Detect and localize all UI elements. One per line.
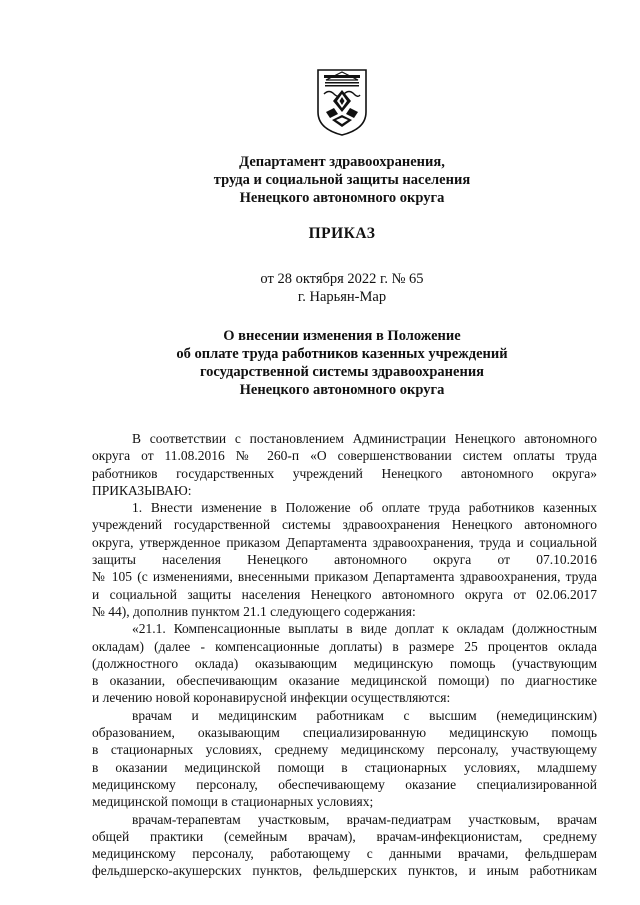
- body-line: в стационарных условиях, среднему медицинскому персоналу, участвующему: [92, 742, 597, 758]
- document-title: [0, 327, 640, 399]
- department-name: [0, 153, 640, 207]
- body-line: окладам) (далее - компенсационные доплаты) в размере 25 процентов оклада: [92, 638, 597, 654]
- body-line: и социальной защиты населения Ненецкого автономного округа от 02.06.2017: [92, 586, 597, 602]
- body-line: общей практики (семейным врачам), врачам-инфекционистам, среднему: [92, 828, 597, 844]
- doctors-paragraph: [92, 707, 597, 811]
- department-line-1: Департамент здравоохранения,: [239, 154, 445, 170]
- body-line: № 44), дополнив пунктом 21.1 следующего содержания:: [92, 603, 416, 619]
- title-line-3: государственной системы здравоохранения: [199, 364, 485, 380]
- body-line: образованием, оказывающим специализированную медицинскую помощь: [92, 725, 597, 741]
- department-line-2: труда и социальной защиты населения: [213, 172, 471, 188]
- clause-21-1-paragraph: [92, 620, 597, 706]
- body-line: № 105 (с изменениями, внесенными приказом Департамента здравоохранения, труда: [92, 569, 597, 585]
- document-type: ПРИКАЗ: [308, 225, 376, 242]
- body-line: «21.1. Компенсационные выплаты в виде доплат к окладам (должностным: [132, 621, 597, 637]
- title-line-4: Ненецкого автономного округа: [239, 382, 445, 398]
- order-date-number: от 28 октября 2022 г. № 65: [260, 271, 424, 287]
- body-line: в оказании, обеспечивающим оказание медицинской помощи) по диагностике: [92, 673, 597, 689]
- title-line-1: О внесении изменения в Положение: [223, 328, 461, 344]
- department-line-3: Ненецкого автономного округа: [239, 190, 445, 206]
- body-line: фельдшерско-акушерских пунктов, фельдшерских пунктов, и иным работникам: [92, 863, 597, 879]
- body-line: (должностного оклада) оказывающим медицинскую помощь (участвующим: [92, 655, 597, 671]
- therapists-paragraph: [92, 811, 597, 880]
- body-line: медицинской помощи в стационарных условиях;: [92, 794, 374, 810]
- clause-1-paragraph: [92, 499, 597, 620]
- preamble-paragraph: [92, 430, 597, 499]
- body-line: и лечению новой коронавирусной инфекции осуществляются:: [92, 690, 451, 706]
- body-line: в оказании медицинской помощи в стационарных условиях, младшему: [92, 759, 597, 775]
- body-line: 1. Внести изменение в Положение об оплате труда работников казенных: [132, 500, 597, 516]
- title-line-2: об оплате труда работников казенных учреждений: [176, 346, 508, 362]
- body-line: ПРИКАЗЫВАЮ:: [92, 482, 192, 498]
- body-line: округа от 11.08.2016 № 260-п «О совершенствовании систем оплаты труда: [92, 448, 597, 464]
- body-line: защиты населения Ненецкого автономного округа от 07.10.2016: [92, 552, 597, 568]
- body-line: врачам и медицинским работникам с высшим (немедицинским): [132, 707, 597, 723]
- body-line: округа, утвержденное приказом Департамента здравоохранения, труда и социальной: [92, 534, 597, 550]
- body-line: В соответствии с постановлением Администрации Ненецкого автономного: [132, 431, 597, 446]
- body-line: врачам-терапевтам участковым, врачам-педиатрам участковым, врачам: [132, 811, 597, 827]
- coat-of-arms-icon: [316, 68, 368, 136]
- document-body: [92, 430, 597, 880]
- order-meta: [0, 270, 640, 306]
- body-line: медицинскому персоналу, обеспечивающему оказание специализированной: [92, 776, 597, 792]
- body-line: медицинскому персоналу, работающему с данными врачами, фельдшерам: [92, 846, 597, 862]
- body-line: учреждений государственной системы здравоохранения Ненецкого автономного: [92, 517, 597, 533]
- body-line: работников государственных учреждений Ненецкого автономного округа»: [92, 465, 597, 481]
- order-place: г. Нарьян-Мар: [297, 289, 387, 305]
